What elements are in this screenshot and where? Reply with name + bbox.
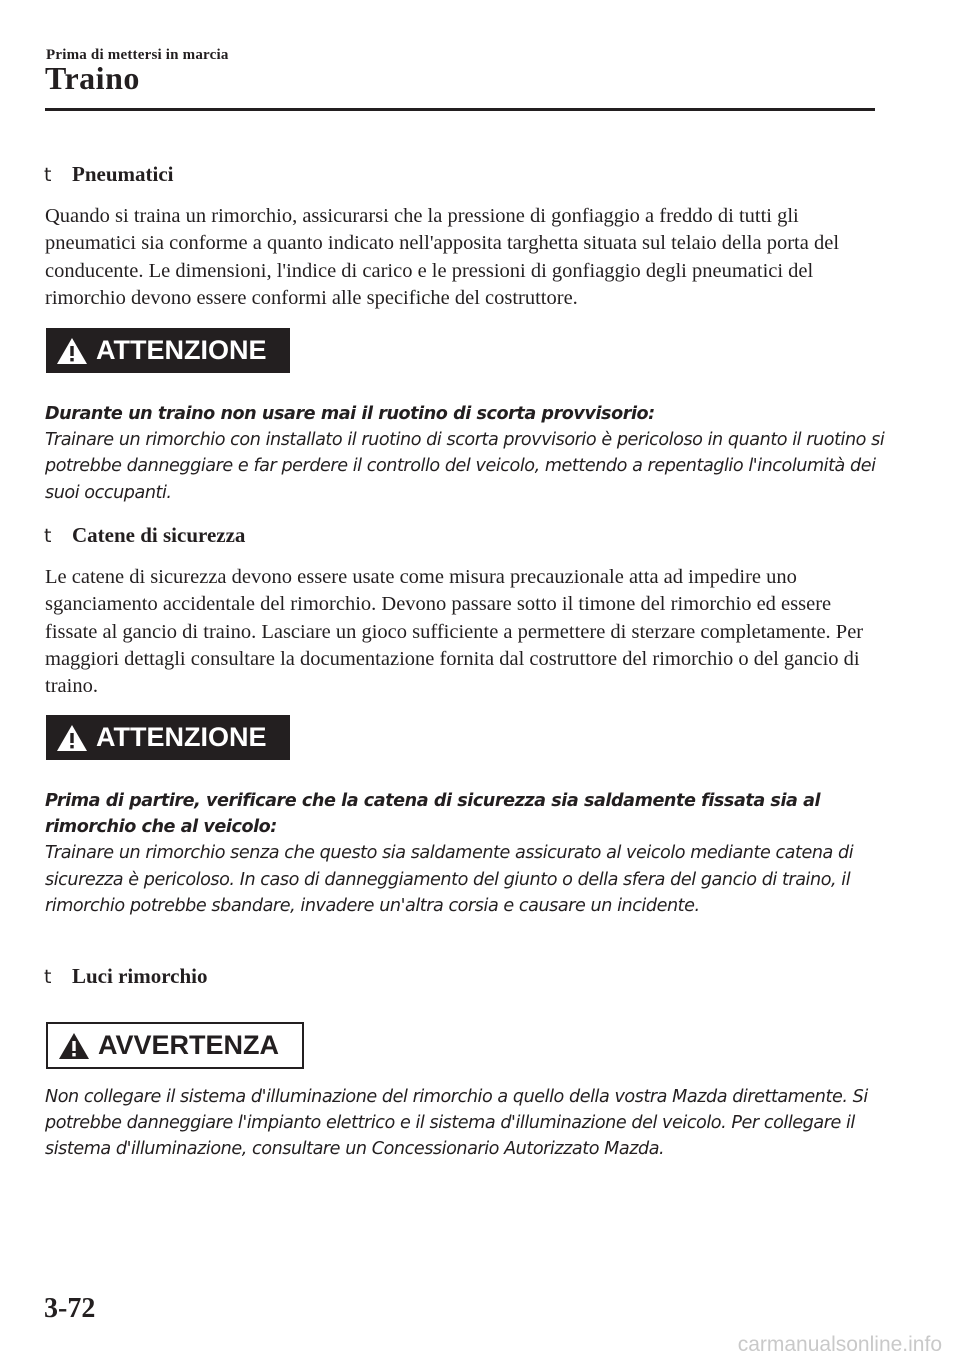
warning-text-catene [45, 788, 885, 919]
avvertenza-badge [46, 1022, 304, 1069]
warning-triangle-icon [56, 724, 88, 752]
warning-body: Trainare un rimorchio con installato il ruotino di scorta provvisorio è pericoloso in quanto il ruotino si potrebbe danneggiare e far perdere il controllo del veicolo, mettendo a repentaglio l'incolumità dei suoi occupanti. [45, 430, 885, 503]
heading-luci [44, 964, 208, 989]
warning-text-ruotino [45, 401, 885, 506]
bullet-icon: t [44, 164, 52, 186]
bullet-icon: t [44, 966, 52, 988]
page-number: 3-72 [44, 1293, 96, 1324]
badge-label: AVVERTENZA [98, 1030, 280, 1060]
warning-body: Trainare un rimorchio senza che questo sia saldamente assicurato al veicolo mediante catena di sicurezza è pericoloso. In caso di danneggiamento del giunto o della sfera del gancio di traino, il rimorchio potrebbe sbandare, invadere un'altra corsia e causare un incidente. [45, 843, 854, 916]
body-pneumatici: Quando si traina un rimorchio, assicurarsi che la pressione di gonfiaggio a freddo di tutti gli pneumatici sia conforme a quanto indicato nell'apposita targhetta situata sul telaio della porta del conducente. Le dimensioni, l'indice di carico e le pressioni di gonfiaggio degli pneumatici del rimorchio devono essere conformi alle specifiche del costruttore. [45, 205, 840, 309]
warning-triangle-icon [58, 1032, 90, 1060]
heading-text: Catene di sicurezza [72, 523, 246, 547]
title-divider [45, 108, 875, 111]
watermark: carmanualsonline.info [737, 1333, 942, 1356]
bullet-icon: t [44, 525, 52, 547]
heading-text: Luci rimorchio [72, 964, 208, 988]
attenzione-badge [46, 715, 290, 760]
attenzione-badge [46, 328, 290, 373]
body-catene: Le catene di sicurezza devono essere usate come misura precauzionale atta ad impedire uno sganciamento accidentale del rimorchio. Devono passare sotto il timone del rimorchio ed essere fissate al gancio di traino. Lasciare un gioco sufficiente a permettere di sterzare completamente. Per maggiori dettagli consultare la documentazione fornita dal costruttore del rimorchio o del gancio di traino. [45, 566, 864, 698]
warning-lead: Durante un traino non usare mai il ruotino di scorta provvisorio: [45, 404, 655, 424]
page-title: Traino [45, 60, 140, 96]
warning-text-luci: Non collegare il sistema d'illuminazione del rimorchio a quello della vostra Mazda direttamente. Si potrebbe danneggiare l'impianto elettrico e il sistema d'illuminazione del veicolo. Per collegare il sistema d'illuminazione, consultare un Concessionario Autorizzato Mazda. [45, 1087, 868, 1160]
heading-catene [44, 523, 245, 548]
heading-text: Pneumatici [72, 162, 174, 186]
warning-triangle-icon [56, 337, 88, 365]
heading-pneumatici [44, 162, 173, 187]
badge-label: ATTENZIONE [96, 722, 267, 752]
warning-lead: Prima di partire, verificare che la catena di sicurezza sia saldamente fissata sia al rimorchio che al veicolo: [45, 791, 821, 838]
section-label: Prima di mettersi in marcia [46, 47, 229, 63]
badge-label: ATTENZIONE [96, 335, 267, 365]
